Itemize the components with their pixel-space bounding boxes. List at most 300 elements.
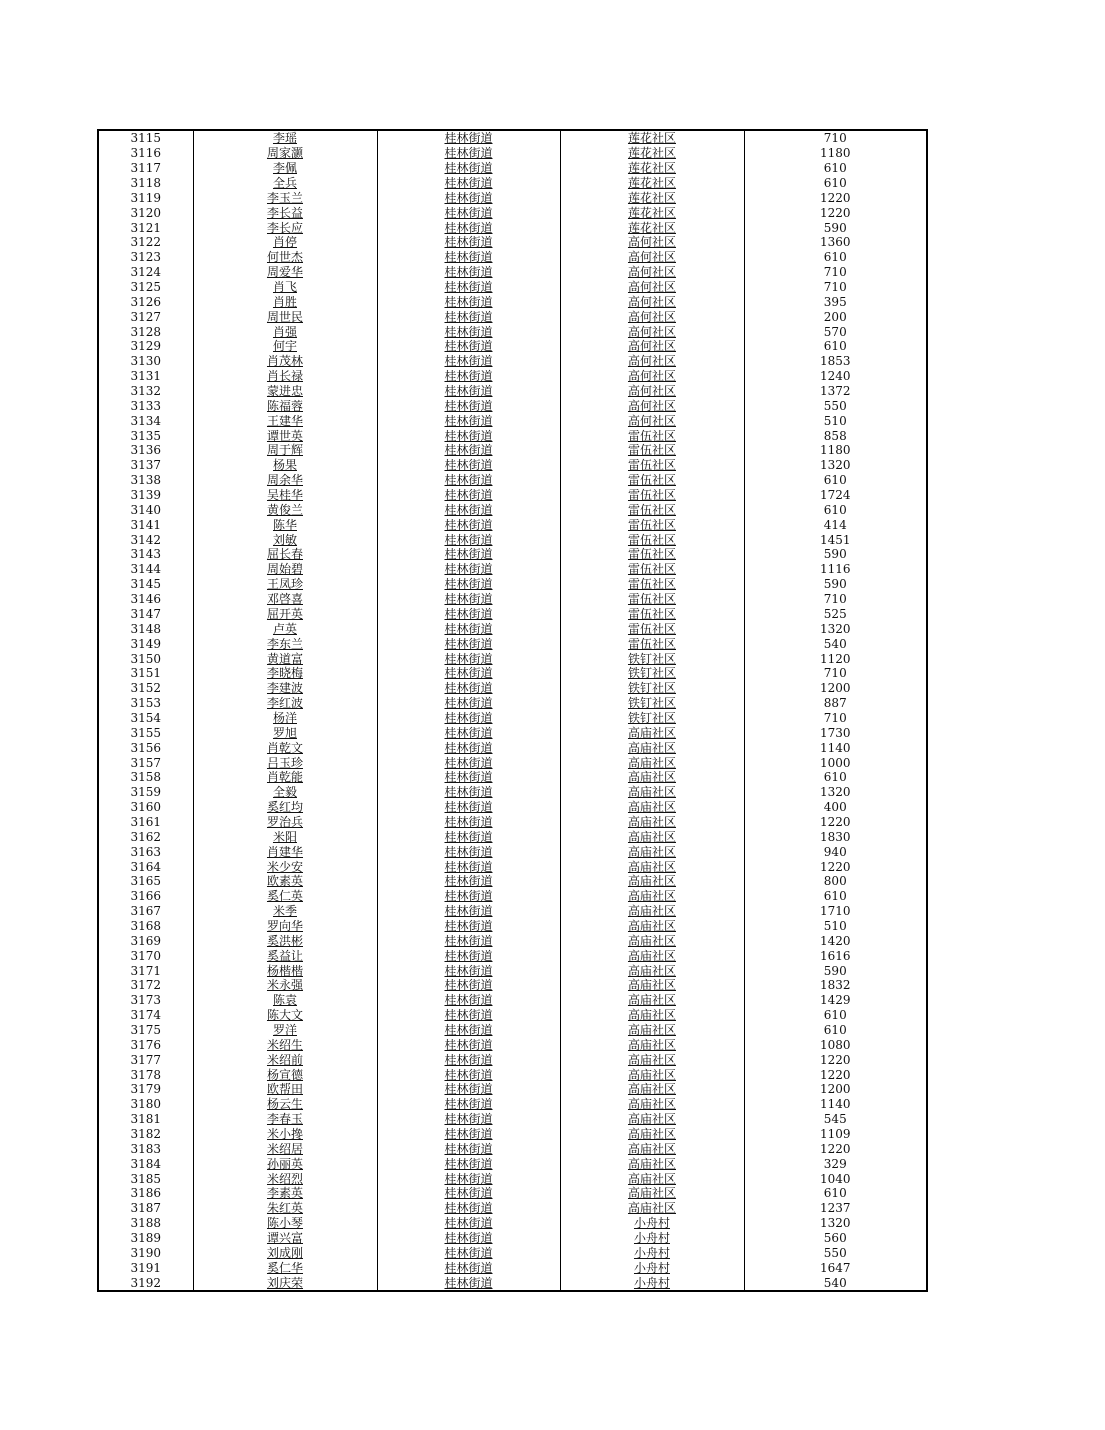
cell-community xyxy=(560,725,744,740)
cell-street xyxy=(377,1245,560,1260)
cell-street-text: 桂林街道 xyxy=(444,339,493,354)
cell-amount xyxy=(744,844,927,859)
cell-street xyxy=(377,280,560,295)
cell-serial-text: 3156 xyxy=(130,740,162,755)
cell-name-text: 李晓梅 xyxy=(266,666,303,681)
cell-community-text: 雷伍社区 xyxy=(627,621,676,636)
cell-street-text: 桂林街道 xyxy=(444,725,493,740)
cell-name-text: 陈华 xyxy=(272,517,297,532)
cell-amount-text: 395 xyxy=(823,294,847,309)
cell-amount xyxy=(744,815,927,830)
cell-community-text: 高何社区 xyxy=(627,309,676,324)
cell-street-text: 桂林街道 xyxy=(444,1201,493,1216)
cell-amount xyxy=(744,1186,927,1201)
cell-name-text: 罗旭 xyxy=(272,725,297,740)
cell-community xyxy=(560,1067,744,1082)
cell-name xyxy=(193,725,377,740)
cell-street-text: 桂林街道 xyxy=(444,1141,493,1156)
cell-amount xyxy=(744,130,927,146)
cell-amount xyxy=(744,1023,927,1038)
cell-street-text: 桂林街道 xyxy=(444,1216,493,1231)
cell-community xyxy=(560,339,744,354)
cell-name-text: 王凤珍 xyxy=(266,577,303,592)
cell-amount xyxy=(744,458,927,473)
cell-serial xyxy=(98,130,193,146)
cell-amount xyxy=(744,146,927,161)
cell-community-text: 高庙社区 xyxy=(627,993,676,1008)
cell-serial-text: 3182 xyxy=(130,1127,162,1141)
cell-street-text: 桂林街道 xyxy=(444,755,493,770)
cell-amount-text: 550 xyxy=(823,398,847,413)
cell-amount xyxy=(744,666,927,681)
cell-name-text: 屈长春 xyxy=(266,547,303,562)
table-row xyxy=(98,844,927,859)
cell-street xyxy=(377,1260,560,1275)
cell-amount xyxy=(744,1231,927,1246)
cell-community xyxy=(560,1156,744,1171)
cell-street xyxy=(377,146,560,161)
cell-serial xyxy=(98,1216,193,1231)
table-row xyxy=(98,562,927,577)
table-row xyxy=(98,220,927,235)
cell-serial xyxy=(98,488,193,503)
cell-name xyxy=(193,161,377,176)
cell-street xyxy=(377,1112,560,1127)
cell-amount-text: 1080 xyxy=(819,1037,851,1052)
cell-name-text: 杨果 xyxy=(272,458,297,473)
cell-community-text: 高何社区 xyxy=(627,294,676,309)
cell-amount xyxy=(744,354,927,369)
cell-community-text: 莲花社区 xyxy=(627,190,676,205)
cell-street-text: 桂林街道 xyxy=(444,874,493,889)
cell-community xyxy=(560,1186,744,1201)
cell-community xyxy=(560,1097,744,1112)
cell-name-text: 刘成刚 xyxy=(266,1245,303,1260)
cell-serial-text: 3192 xyxy=(130,1275,162,1290)
cell-community-text: 高庙社区 xyxy=(627,814,676,829)
cell-street xyxy=(377,755,560,770)
cell-serial-text: 3178 xyxy=(130,1067,162,1082)
table-row xyxy=(98,829,927,844)
cell-amount-text: 940 xyxy=(823,844,847,859)
cell-community xyxy=(560,413,744,428)
cell-amount xyxy=(744,963,927,978)
cell-serial-text: 3157 xyxy=(130,755,162,770)
cell-amount-text: 414 xyxy=(823,517,847,532)
cell-name-text: 何世杰 xyxy=(266,250,303,265)
cell-street xyxy=(377,1201,560,1216)
cell-street-text: 桂林街道 xyxy=(444,488,493,503)
cell-amount-text: 329 xyxy=(823,1156,847,1171)
cell-serial-text: 3117 xyxy=(130,161,162,176)
cell-serial-text: 3141 xyxy=(130,517,162,532)
cell-community-text: 高何社区 xyxy=(627,280,676,295)
cell-street-text: 桂林街道 xyxy=(444,294,493,309)
cell-community-text: 高庙社区 xyxy=(627,874,676,889)
table-row xyxy=(98,1082,927,1097)
cell-serial-text: 3116 xyxy=(130,146,162,161)
cell-amount-text: 1832 xyxy=(819,978,851,993)
cell-amount-text: 610 xyxy=(823,1186,847,1201)
table-row xyxy=(98,755,927,770)
table-row xyxy=(98,205,927,220)
table-row xyxy=(98,369,927,384)
cell-serial xyxy=(98,1097,193,1112)
cell-community-text: 高庙社区 xyxy=(627,740,676,755)
cell-serial-text: 3122 xyxy=(130,235,162,250)
table-row xyxy=(98,1186,927,1201)
cell-street xyxy=(377,874,560,889)
table-row xyxy=(98,636,927,651)
cell-serial-text: 3180 xyxy=(130,1097,162,1112)
cell-serial xyxy=(98,1067,193,1082)
cell-community-text: 高庙社区 xyxy=(627,844,676,859)
cell-serial xyxy=(98,1201,193,1216)
cell-street-text: 桂林街道 xyxy=(444,547,493,562)
cell-serial xyxy=(98,547,193,562)
cell-community xyxy=(560,161,744,176)
cell-community xyxy=(560,205,744,220)
cell-community-text: 高庙社区 xyxy=(627,859,676,874)
cell-street-text: 桂林街道 xyxy=(444,681,493,696)
cell-name-text: 陈小琴 xyxy=(266,1216,303,1231)
cell-name-text: 李长益 xyxy=(266,205,303,220)
cell-street xyxy=(377,190,560,205)
cell-amount xyxy=(744,1171,927,1186)
cell-serial-text: 3139 xyxy=(130,488,162,503)
cell-street-text: 桂林街道 xyxy=(444,770,493,785)
cell-serial xyxy=(98,651,193,666)
cell-amount xyxy=(744,829,927,844)
cell-amount-text: 858 xyxy=(823,428,847,443)
cell-serial xyxy=(98,621,193,636)
cell-name-text: 周家灏 xyxy=(266,146,303,161)
cell-serial xyxy=(98,1260,193,1275)
cell-amount-text: 610 xyxy=(823,770,847,785)
cell-name xyxy=(193,473,377,488)
cell-amount-text: 1420 xyxy=(819,933,851,948)
cell-street-text: 桂林街道 xyxy=(444,933,493,948)
cell-serial xyxy=(98,384,193,399)
cell-name-text: 谭世英 xyxy=(266,428,303,443)
cell-name-text: 黄道富 xyxy=(266,651,303,666)
cell-name xyxy=(193,800,377,815)
cell-amount xyxy=(744,280,927,295)
cell-amount-text: 1180 xyxy=(819,443,851,458)
cell-serial-text: 3159 xyxy=(130,785,162,800)
cell-name-text: 肖强 xyxy=(272,324,297,339)
cell-amount xyxy=(744,800,927,815)
cell-amount-text: 1724 xyxy=(819,488,851,503)
cell-street xyxy=(377,488,560,503)
cell-serial-text: 3163 xyxy=(130,844,162,859)
cell-street-text: 桂林街道 xyxy=(444,1082,493,1097)
cell-serial xyxy=(98,725,193,740)
cell-amount-text: 1647 xyxy=(819,1260,851,1275)
cell-street xyxy=(377,948,560,963)
cell-community xyxy=(560,740,744,755)
cell-community-text: 铁钉社区 xyxy=(627,666,676,681)
cell-community-text: 雷伍社区 xyxy=(627,517,676,532)
cell-street xyxy=(377,993,560,1008)
cell-serial xyxy=(98,889,193,904)
cell-name xyxy=(193,919,377,934)
cell-street xyxy=(377,473,560,488)
cell-community xyxy=(560,517,744,532)
cell-amount-text: 590 xyxy=(823,220,847,235)
cell-name-text: 屈开英 xyxy=(266,606,303,621)
cell-name xyxy=(193,1171,377,1186)
table-row xyxy=(98,711,927,726)
cell-serial-text: 3120 xyxy=(130,205,162,220)
cell-name-text: 米少安 xyxy=(266,859,303,874)
cell-community-text: 莲花社区 xyxy=(627,161,676,176)
cell-amount xyxy=(744,740,927,755)
cell-name xyxy=(193,1082,377,1097)
cell-name xyxy=(193,458,377,473)
cell-amount-text: 1109 xyxy=(819,1127,851,1141)
cell-community-text: 高庙社区 xyxy=(627,963,676,978)
cell-serial xyxy=(98,220,193,235)
cell-street xyxy=(377,651,560,666)
cell-serial-text: 3185 xyxy=(130,1171,162,1186)
cell-street xyxy=(377,324,560,339)
cell-street-text: 桂林街道 xyxy=(444,413,493,428)
cell-street xyxy=(377,413,560,428)
table-row xyxy=(98,874,927,889)
cell-street xyxy=(377,577,560,592)
cell-amount xyxy=(744,161,927,176)
cell-street xyxy=(377,829,560,844)
cell-community xyxy=(560,904,744,919)
cell-community xyxy=(560,294,744,309)
cell-serial xyxy=(98,844,193,859)
cell-name-text: 李瑶 xyxy=(272,131,297,146)
table-row xyxy=(98,1171,927,1186)
cell-community-text: 莲花社区 xyxy=(627,131,676,146)
table-row xyxy=(98,859,927,874)
cell-community xyxy=(560,488,744,503)
cell-name xyxy=(193,681,377,696)
cell-street-text: 桂林街道 xyxy=(444,814,493,829)
cell-street xyxy=(377,933,560,948)
cell-name-text: 李玉兰 xyxy=(266,190,303,205)
cell-amount xyxy=(744,993,927,1008)
cell-name-text: 杨云生 xyxy=(266,1097,303,1112)
cell-community xyxy=(560,978,744,993)
cell-amount-text: 1220 xyxy=(819,1141,851,1156)
table-row xyxy=(98,130,927,146)
cell-name-text: 肖乾能 xyxy=(266,770,303,785)
cell-name xyxy=(193,1008,377,1023)
cell-community xyxy=(560,948,744,963)
cell-amount xyxy=(744,607,927,622)
cell-street xyxy=(377,250,560,265)
cell-name-text: 杨洋 xyxy=(272,710,297,725)
cell-community-text: 高庙社区 xyxy=(627,918,676,933)
cell-amount-text: 1180 xyxy=(819,146,851,161)
cell-street-text: 桂林街道 xyxy=(444,889,493,904)
cell-amount xyxy=(744,294,927,309)
cell-serial xyxy=(98,502,193,517)
cell-amount xyxy=(744,889,927,904)
table-row xyxy=(98,428,927,443)
cell-name xyxy=(193,354,377,369)
cell-community-text: 高庙社区 xyxy=(627,800,676,815)
cell-community xyxy=(560,398,744,413)
cell-amount-text: 710 xyxy=(823,131,847,146)
cell-street xyxy=(377,1127,560,1142)
cell-name xyxy=(193,428,377,443)
cell-serial xyxy=(98,176,193,191)
cell-name-text: 全兵 xyxy=(272,176,297,190)
cell-serial-text: 3138 xyxy=(130,473,162,488)
cell-name-text: 杨楷楷 xyxy=(266,963,303,978)
cell-amount xyxy=(744,978,927,993)
cell-community xyxy=(560,844,744,859)
cell-amount xyxy=(744,488,927,503)
cell-street xyxy=(377,1082,560,1097)
cell-amount xyxy=(744,725,927,740)
cell-serial-text: 3133 xyxy=(130,398,162,413)
cell-serial-text: 3169 xyxy=(130,933,162,948)
cell-amount-text: 510 xyxy=(823,413,847,428)
cell-name xyxy=(193,770,377,785)
cell-name-text: 罗治兵 xyxy=(266,814,303,829)
cell-serial xyxy=(98,1141,193,1156)
cell-community-text: 高庙社区 xyxy=(627,1141,676,1156)
cell-name-text: 朱红英 xyxy=(266,1201,303,1216)
cell-street xyxy=(377,398,560,413)
cell-amount xyxy=(744,577,927,592)
cell-name-text: 吕玉珍 xyxy=(266,755,303,770)
cell-serial xyxy=(98,681,193,696)
cell-community-text: 雷伍社区 xyxy=(627,428,676,443)
cell-street xyxy=(377,844,560,859)
table-row xyxy=(98,1037,927,1052)
cell-street xyxy=(377,517,560,532)
cell-amount-text: 1616 xyxy=(819,948,851,963)
cell-serial xyxy=(98,577,193,592)
cell-name xyxy=(193,636,377,651)
cell-serial-text: 3172 xyxy=(130,978,162,993)
cell-street-text: 桂林街道 xyxy=(444,517,493,532)
cell-name-text: 周余华 xyxy=(266,473,303,488)
cell-community-text: 雷伍社区 xyxy=(627,606,676,621)
cell-community-text: 高何社区 xyxy=(627,369,676,384)
table-row xyxy=(98,488,927,503)
cell-amount xyxy=(744,532,927,547)
cell-amount-text: 1220 xyxy=(819,1067,851,1082)
cell-name xyxy=(193,1201,377,1216)
cell-community xyxy=(560,933,744,948)
cell-amount xyxy=(744,1245,927,1260)
cell-name-text: 周始碧 xyxy=(266,562,303,577)
cell-community xyxy=(560,577,744,592)
table-row xyxy=(98,502,927,517)
cell-serial-text: 3154 xyxy=(130,710,162,725)
cell-name xyxy=(193,339,377,354)
cell-community-text: 高庙社区 xyxy=(627,1156,676,1171)
cell-amount xyxy=(744,785,927,800)
table-row xyxy=(98,1216,927,1231)
table-row xyxy=(98,1023,927,1038)
cell-serial-text: 3151 xyxy=(130,666,162,681)
cell-serial-text: 3127 xyxy=(130,309,162,324)
cell-amount xyxy=(744,1008,927,1023)
cell-community xyxy=(560,1171,744,1186)
cell-serial-text: 3179 xyxy=(130,1082,162,1097)
cell-street xyxy=(377,1097,560,1112)
cell-amount xyxy=(744,621,927,636)
cell-street xyxy=(377,919,560,934)
cell-serial-text: 3186 xyxy=(130,1186,162,1201)
cell-serial xyxy=(98,339,193,354)
cell-street-text: 桂林街道 xyxy=(444,785,493,800)
cell-serial xyxy=(98,815,193,830)
cell-street-text: 桂林街道 xyxy=(444,1008,493,1023)
cell-name xyxy=(193,1023,377,1038)
cell-community-text: 高庙社区 xyxy=(627,1112,676,1127)
cell-serial-text: 3162 xyxy=(130,829,162,844)
cell-name xyxy=(193,369,377,384)
cell-amount xyxy=(744,1141,927,1156)
cell-name-text: 李长应 xyxy=(266,220,303,235)
cell-community-text: 高庙社区 xyxy=(627,933,676,948)
cell-community-text: 高庙社区 xyxy=(627,1186,676,1201)
cell-community xyxy=(560,666,744,681)
table-row xyxy=(98,1008,927,1023)
cell-amount-text: 1830 xyxy=(819,829,851,844)
cell-name xyxy=(193,1112,377,1127)
cell-serial-text: 3184 xyxy=(130,1156,162,1171)
cell-serial xyxy=(98,1082,193,1097)
cell-amount-text: 1429 xyxy=(819,993,851,1008)
cell-street xyxy=(377,294,560,309)
cell-name xyxy=(193,1216,377,1231)
cell-community-text: 高庙社区 xyxy=(627,1022,676,1037)
cell-name xyxy=(193,1156,377,1171)
cell-name xyxy=(193,1067,377,1082)
cell-community xyxy=(560,443,744,458)
cell-street-text: 桂林街道 xyxy=(444,963,493,978)
cell-name-text: 米绍居 xyxy=(266,1141,303,1156)
cell-serial-text: 3124 xyxy=(130,265,162,280)
cell-name-text: 肖长禄 xyxy=(266,369,303,384)
cell-street xyxy=(377,205,560,220)
cell-street-text: 桂林街道 xyxy=(444,190,493,205)
cell-community xyxy=(560,235,744,250)
cell-name-text: 米阳 xyxy=(272,829,297,844)
cell-amount xyxy=(744,1082,927,1097)
cell-name-text: 李东兰 xyxy=(266,636,303,651)
table-row xyxy=(98,547,927,562)
cell-amount xyxy=(744,1067,927,1082)
cell-serial-text: 3183 xyxy=(130,1141,162,1156)
cell-street-text: 桂林街道 xyxy=(444,592,493,607)
cell-amount-text: 887 xyxy=(823,696,847,711)
cell-serial-text: 3181 xyxy=(130,1112,162,1127)
cell-street-text: 桂林街道 xyxy=(444,1171,493,1186)
cell-community-text: 高庙社区 xyxy=(627,1037,676,1052)
cell-street-text: 桂林街道 xyxy=(444,235,493,250)
cell-street xyxy=(377,889,560,904)
cell-street-text: 桂林街道 xyxy=(444,1186,493,1201)
cell-community xyxy=(560,1260,744,1275)
cell-street xyxy=(377,161,560,176)
cell-community xyxy=(560,607,744,622)
cell-street-text: 桂林街道 xyxy=(444,859,493,874)
